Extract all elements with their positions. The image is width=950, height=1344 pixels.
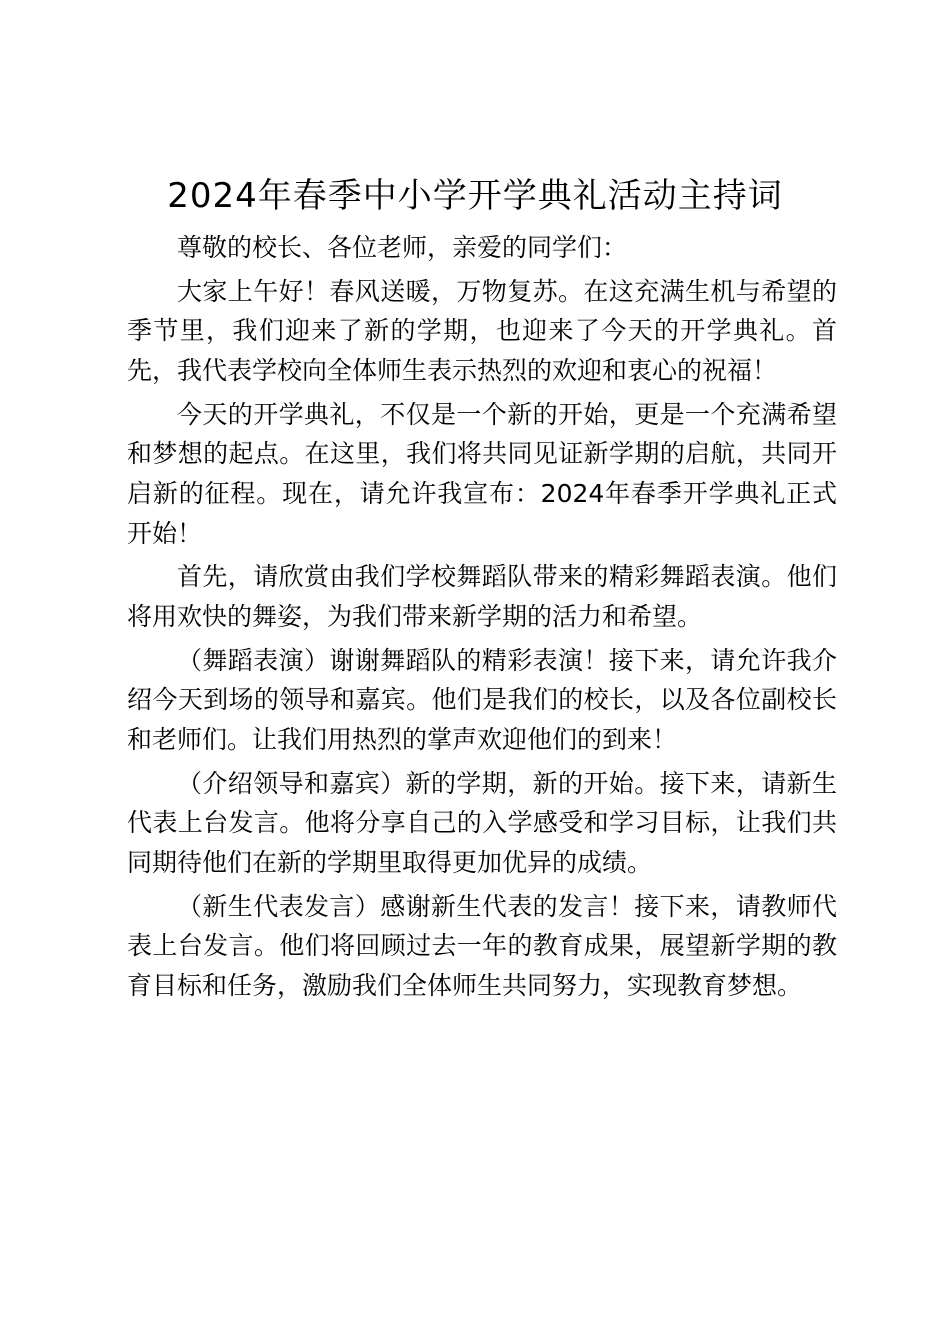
opening-paragraph: 今天的开学典礼，不仅是一个新的开始，更是一个充满希望和梦想的起点。在这里，我们将共同见证新学期的启航，共同开启新的征程。现在，请允许我宣布：2024年春季开学典礼正式开始！ [127,399,837,548]
greeting-paragraph: 大家上午好！春风送暖，万物复苏。在这充满生机与希望的季节里，我们迎来了新的学期，也迎来了今天的开学典礼。首先，我代表学校向全体师生表示热烈的欢迎和衷心的祝福！ [127,276,837,385]
document-body [127,228,837,1010]
document-title: 2024年春季中小学开学典礼活动主持词 [167,176,783,216]
dance-intro-paragraph: 首先，请欣赏由我们学校舞蹈队带来的精彩舞蹈表演。他们将用欢快的舞姿，为我们带来新学期的活力和希望。 [127,562,837,631]
teacher-rep-paragraph: （新生代表发言）感谢新生代表的发言！接下来，请教师代表上台发言。他们将回顾过去一年的教育成果，展望新学期的教育目标和任务，激励我们全体师生共同努力，实现教育梦想。 [127,891,837,1000]
guests-intro-paragraph: （舞蹈表演）谢谢舞蹈队的精彩表演！接下来，请允许我介绍今天到场的领导和嘉宾。他们是我们的校长，以及各位副校长和老师们。让我们用热烈的掌声欢迎他们的到来！ [127,645,837,754]
new-student-paragraph: （介绍领导和嘉宾）新的学期，新的开始。接下来，请新生代表上台发言。他将分享自己的入学感受和学习目标，让我们共同期待他们在新的学期里取得更加优异的成绩。 [127,768,837,877]
salutation-paragraph: 尊敬的校长、各位老师，亲爱的同学们： [177,233,628,262]
